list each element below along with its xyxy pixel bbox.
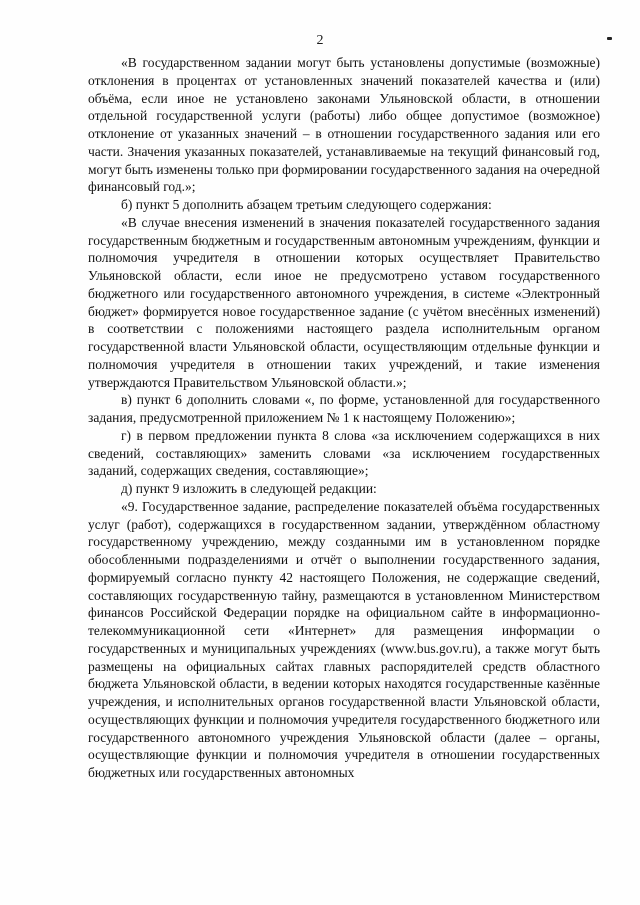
page-number: 2 [316, 33, 324, 48]
paragraph: «В государственном задании могут быть установлены допустимые (возможные) отклонения в процентах от установленных значений показателей качества и (или) объёма, если иное не установлено законами Ульяновской области, в отношении отдельной государственной услуги (работы) либо общее допустимое (возможное) отклонение от указанных значений – в отношении государственного задания или его части. Значения указанных показателей, устанавливаемые на текущий финансовый год, могут быть изменены только при формировании государственного задания на очередной финансовый год.»; [88, 55, 600, 195]
paragraph: г) в первом предложении пункта 8 слова «за исключением содержащихся в них сведений, составляющих» заменить словами «за исключением государственных заданий, содержащих сведения, составляющие»; [88, 427, 600, 479]
paragraph: в) пункт 6 дополнить словами «, по форме, установленной для государственного задания, предусмотренной приложением № 1 к настоящему Положению»; [88, 392, 600, 425]
paragraph: д) пункт 9 изложить в следующей редакции: [121, 481, 377, 496]
paragraph: «В случае внесения изменений в значения показателей государственного задания государственным бюджетным и государственным автономным учреждениям, функции и полномочия учредителя в отношении которых осуществляет Правительство Ульяновской области, если иное не предусмотрено уставом государственного бюджетного или государственного автономного учреждения, в системе «Электронный бюджет» формируется новое государственное задание (с учётом внесённых изменений) в соответствии с положениями настоящего раздела исполнительным органом государственной власти Ульяновской области, осуществляющим отдельные функции и полномочия учредителя в отношении таких учреждений, и такие изменения утверждаются Правительством Ульяновской области.»; [88, 214, 600, 390]
document-body [88, 54, 600, 782]
paragraph: «9. Государственное задание, распределение показателей объёма государственных услуг (работ), содержащихся в государственном задании, утверждённом областному государственному учреждению, между созданными им в установленном порядке обособленными подразделениями и отчёт о выполнении государственного задания, формируемый согласно пункту 42 настоящего Положения, не содержащие сведений, составляющих государственную тайну, размещаются в установленном Министерством финансов Российской Федерации порядке на официальном сайте в информационно-телекоммуникационной сети «Интернет» для размещения информации о государственных и муниципальных учреждениях (www.bus.gov.ru), а также могут быть размещены на официальных сайтах главных распорядителей средств областного бюджета Ульяновской области, в ведении которых находятся государственные казённые учреждения, и исполнительных органов государственной власти Ульяновской области, осуществляющих функции и полномочия учредителя государственного бюджетного или государственного автономного учреждения Ульяновской области (далее – органы, осуществляющие функции и полномочия учредителя в отношении государственных бюджетных или государственных автономных [88, 498, 600, 780]
paragraph: б) пункт 5 дополнить абзацем третьим следующего содержания: [121, 197, 492, 212]
scan-mark [607, 37, 612, 40]
